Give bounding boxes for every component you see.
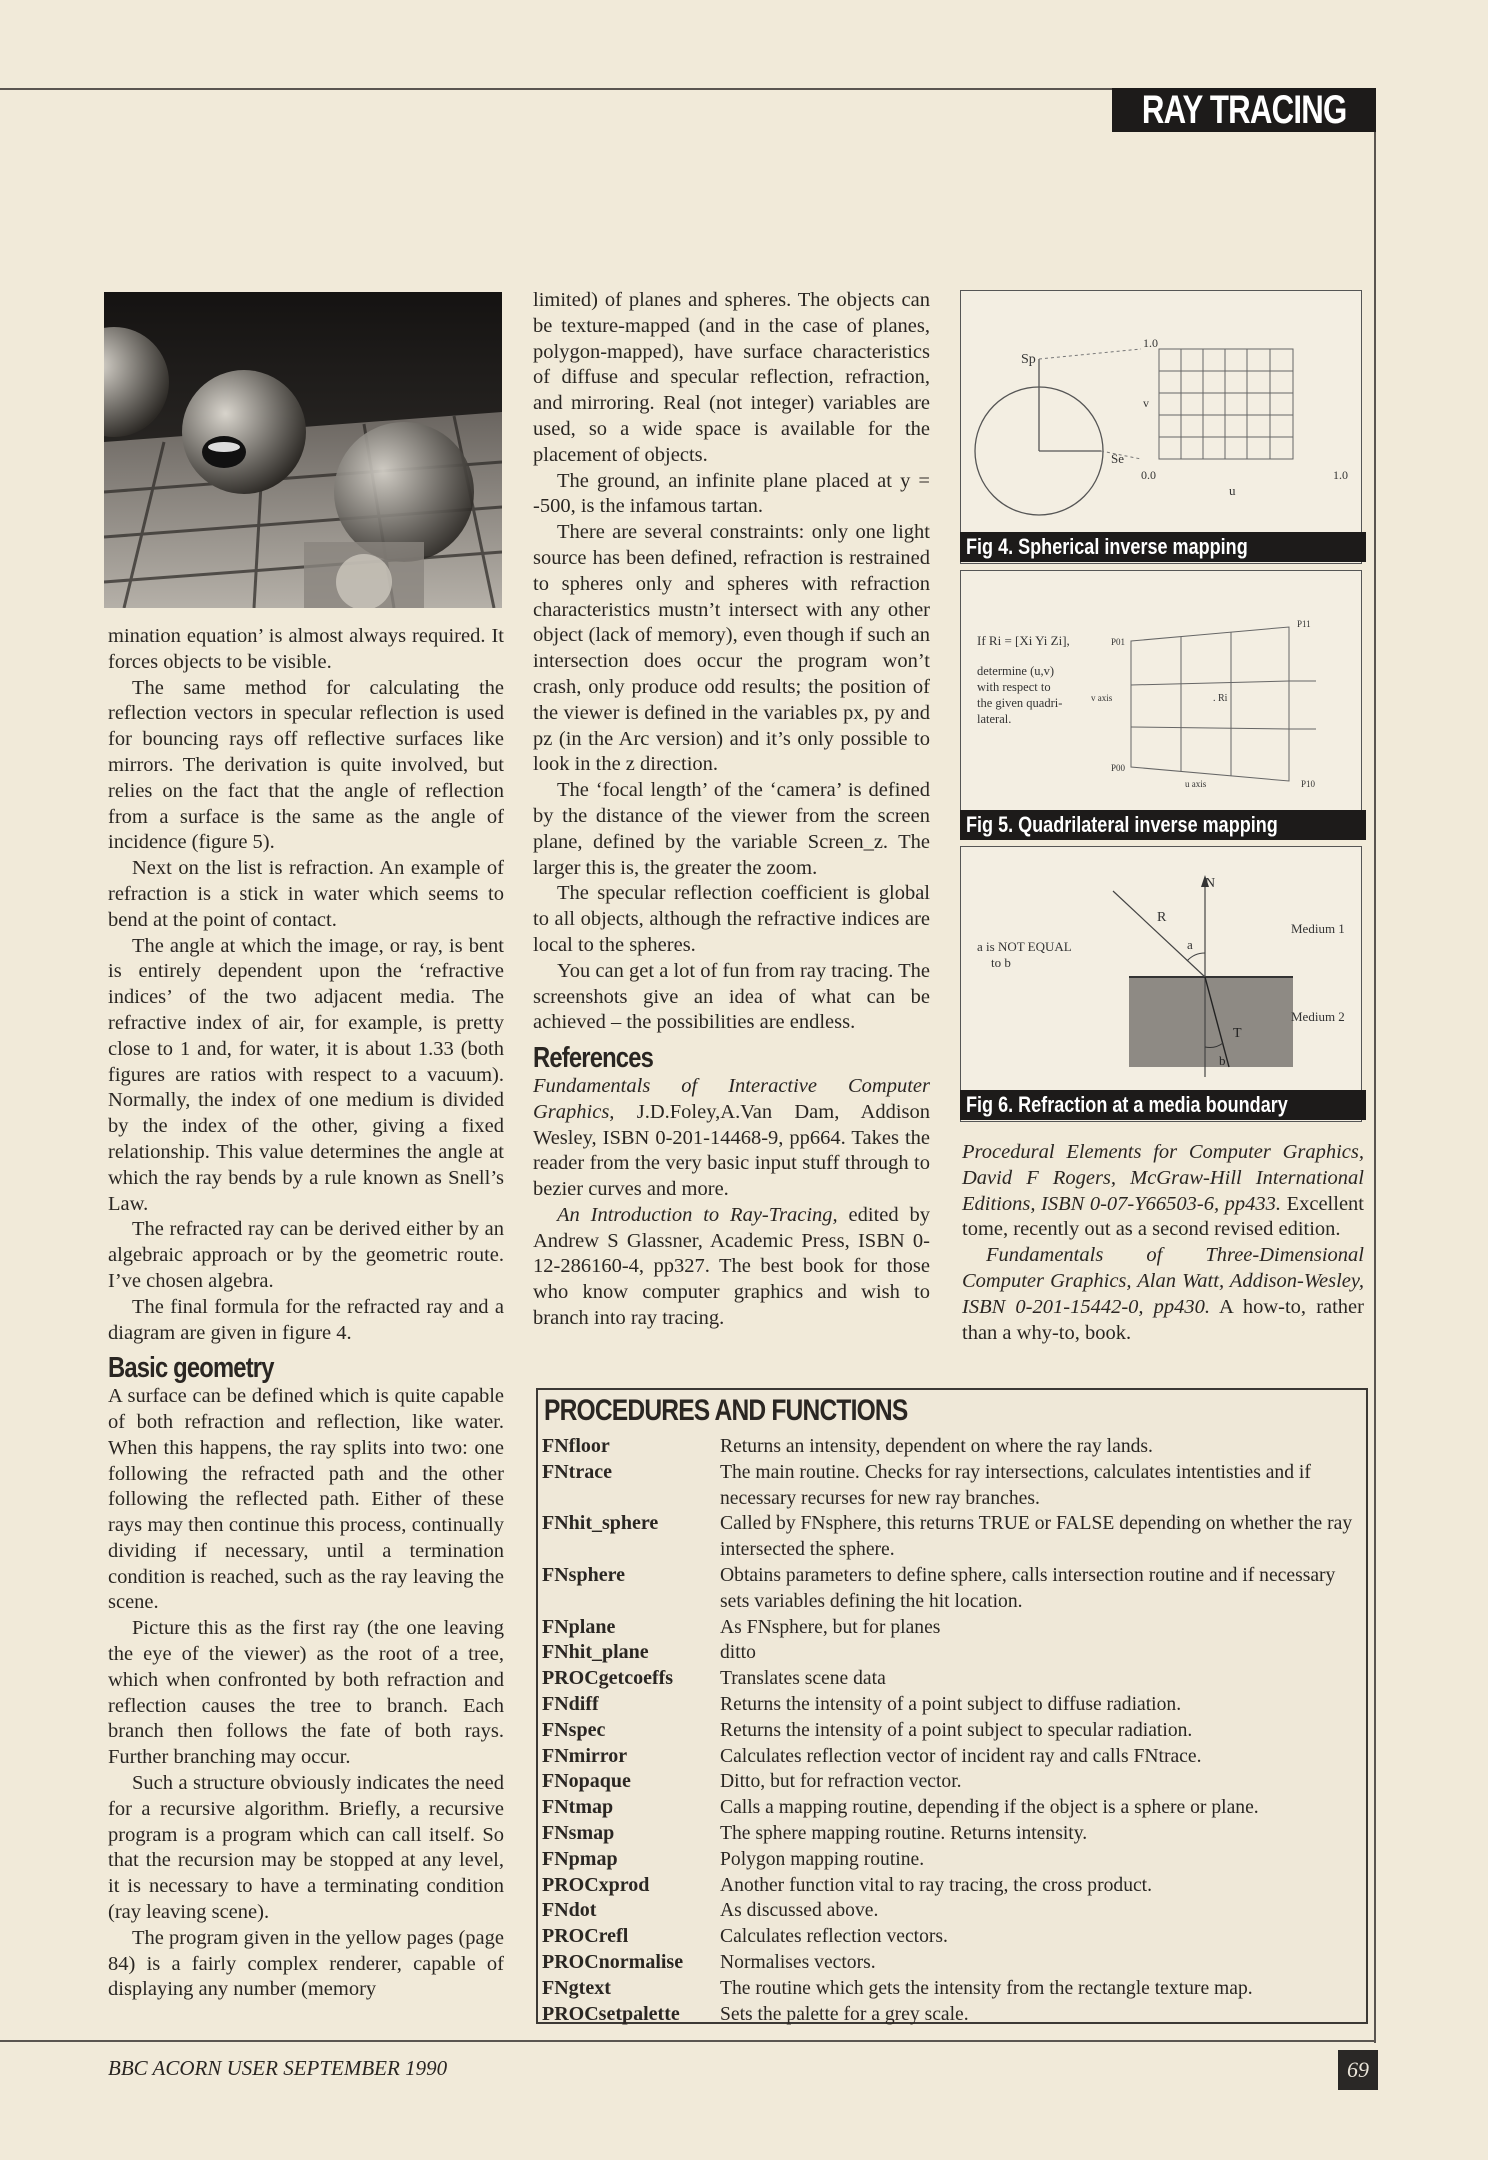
figure-6 (960, 846, 1362, 1122)
reference-title: Fundamentals of Three-Dimensional Computer Graphics, Alan Watt, Addison-Wesley, ISBN 0-201-15442-0, pp430. (962, 1244, 1364, 1318)
footer: BBC ACORN USER SEPTEMBER 1990 (108, 2056, 448, 2080)
paragraph: Picture this as the first ray (the one leaving the eye of the viewer) as the root of a tree, which when confronted by both refraction and reflection causes the tree to branch. Each branch then follows the fate of both rays. Further branching may occur. (108, 1617, 504, 1769)
paragraph: The refracted ray can be derived either by an algebraic approach or by the geometric route. I’ve chosen algebra. (108, 1218, 504, 1292)
figure-6-caption: Fig 6. Refraction at a media boundary (960, 1090, 1366, 1120)
paragraph: Next on the list is refraction. An example of refraction is a stick in water which seems to bend at the point of contact. (108, 857, 504, 931)
procedure-description: Calculates reflection vectors. (720, 1926, 948, 1948)
references-heading: References (533, 1042, 654, 1075)
table-row (542, 1563, 1362, 1615)
note-line: determine (u,v) (977, 664, 1055, 678)
reference-details: edited by Andrew S Glassner, Academic Press, ISBN 0-12-286160-4, pp327. The best book for those who know computer graphics and wish to branch into ray tracing. (533, 1203, 930, 1330)
note-line: a is NOT EQUAL (977, 939, 1072, 954)
procedure-description: Returns an intensity, dependent on where the ray lands. (720, 1436, 1153, 1457)
procedure-name: FNtmap (542, 1796, 614, 1819)
procedure-description: Ditto, but for refraction vector. (720, 1771, 962, 1793)
normal-label: N (1205, 876, 1216, 891)
procedure-name: FNdiff (542, 1692, 599, 1715)
procedure-name: PROCsetpalette (542, 2002, 680, 2025)
figure-5 (960, 570, 1362, 840)
procedure-name: FNsmap (542, 1821, 615, 1844)
note-line: with respect to (977, 680, 1051, 694)
medium-2-label: Medium 2 (1291, 1009, 1345, 1024)
table-row (542, 1511, 1362, 1563)
table-row (542, 1460, 1362, 1512)
paragraph: You can get a lot of fun from ray tracing. The screenshots give an idea of what can be achieved – the possibilities are endless. (533, 959, 930, 1034)
paragraph: The same method for calculating the reflection vectors in specular reflection is used for bouncing rays off reflective surfaces like mirrors. The derivation is quite involved, but relies on the fact that the angle of reflection from a surface is the same as the angle of incidence (figure 5). (108, 676, 504, 854)
procedure-description: ditto (720, 1642, 756, 1664)
table-row (542, 1821, 1362, 1847)
paragraph: The ground, an infinite plane placed at y = -500, is the infamous tartan. (533, 469, 930, 518)
reference-details: J.D.Foley,A.Van Dam, Addison Wesley, ISBN 0-201-14468-9, pp664. Takes the reader from the very basic input stuff through to bezier curves and more. (533, 1100, 930, 1201)
reflect-label: R (1157, 910, 1167, 925)
note-line: lateral. (977, 712, 1012, 726)
reference-title: Fundamentals of Interactive Computer Graphics, (533, 1074, 930, 1123)
figure-5-diagram (961, 571, 1361, 839)
table-row (542, 1640, 1362, 1666)
p00-label: P00 (1111, 763, 1126, 773)
table-row (542, 1924, 1362, 1950)
u-axis-label: u (1229, 483, 1236, 498)
procedure-name: PROCrefl (542, 1925, 629, 1948)
procedure-description: Calls a mapping routine, depending if the object is a sphere or plane. (720, 1797, 1259, 1819)
note-line: to b (991, 955, 1011, 970)
paragraph: mination equation’ is almost always required. It forces objects to be visible. (108, 625, 504, 673)
procedure-description: Sets the palette for a grey scale. (720, 2003, 969, 2025)
v-axis-label: v axis (1091, 693, 1113, 703)
note-line: If Ri = [Xi Yi Zi], (977, 633, 1070, 648)
table-row (542, 1898, 1362, 1924)
table-row (542, 1847, 1362, 1873)
table-row (542, 1744, 1362, 1770)
procedure-name: FNsphere (542, 1563, 625, 1586)
table-row (542, 1769, 1362, 1795)
procedure-name: FNdot (542, 1899, 597, 1922)
paragraph: The ‘focal length’ of the ‘camera’ is defined by the distance of the viewer from the screen plane, defined by the variable Screen_z. The larger this is, the greater the zoom. (533, 779, 930, 879)
column-1-top (108, 624, 504, 2003)
reference (533, 1074, 930, 1203)
p11-label: P11 (1297, 619, 1311, 629)
procedure-description: Calculates reflection vector of incident ray and calls FNtrace. (720, 1745, 1202, 1767)
procedure-name: FNfloor (542, 1435, 610, 1457)
procedure-description: The main routine. Checks for ray intersections, calculates intentisties and if necessary recurses for new ray branches. (720, 1461, 1311, 1509)
reference (533, 1203, 930, 1332)
paragraph: There are several constraints: only one light source has been defined, refraction is restrained to spheres only and spheres with refraction characteristics mustn’t intersect with any other object (lack of memory), even though if such an intersection does occur the program won’t crash, only produce odd results; the position of the viewer is defined in the variables px, py and pz (in the Arc version) and it’s only possible to look in the z direction. (533, 521, 930, 776)
procedure-description: The sphere mapping routine. Returns intensity. (720, 1822, 1088, 1844)
sp-label: Sp (1021, 352, 1036, 367)
procedure-description: Normalises vectors. (720, 1951, 876, 1973)
top-tick-label: 1.0 (1143, 336, 1158, 350)
reference (962, 1243, 1364, 1346)
procedure-name: FNplane (542, 1615, 616, 1638)
origin-label: 0.0 (1141, 468, 1156, 482)
reference-details: Excellent tome, recently out as a second revised edition. (962, 1192, 1364, 1241)
figure-5-caption: Fig 5. Quadrilateral inverse mapping (960, 810, 1366, 840)
figure-4-diagram (961, 291, 1361, 563)
bottom-rule (0, 2040, 1376, 2042)
medium-1-label: Medium 1 (1291, 921, 1345, 936)
procedure-description: Obtains parameters to define sphere, calls intersection routine and if necessary sets variables defining the hit location. (720, 1564, 1336, 1612)
transmit-label: T (1233, 1026, 1242, 1041)
table-row (542, 1795, 1362, 1821)
procedure-name: PROCxprod (542, 1873, 650, 1896)
paragraph: limited) of planes and spheres. The objects can be texture-mapped (and in the case of planes, polygon-mapped), have surface characteristics of diffuse and specular reflection, refraction, and mirroring. Real (not integer) variables are used, so a wide space is available for the placement of objects. (533, 289, 930, 466)
table-row (542, 1434, 1362, 1460)
procedure-description: As FNsphere, but for planes (720, 1616, 941, 1638)
angle-a-label: a (1187, 937, 1193, 952)
procedure-name: FNpmap (542, 1847, 618, 1870)
paragraph: A surface can be defined which is quite capable of both refraction and reflection, like water. When this happens, the ray splits into two: one following the refracted path and the other following the reflected path. Either of these rays may then continue this process, continually dividing if necessary, until a termination condition is reached, such as the ray leaving the scene. (108, 1385, 504, 1614)
procedure-name: FNmirror (542, 1744, 628, 1767)
reference-title: An Introduction to Ray-Tracing, (557, 1203, 838, 1226)
procedure-name: FNhit_plane (542, 1641, 649, 1664)
raytrace-screenshot (104, 292, 502, 608)
paragraph: The program given in the yellow pages (page 84) is a fairly complex renderer, capable of displaying any number (memory (108, 1926, 504, 2001)
u-axis-label: u axis (1185, 779, 1207, 789)
se-label: Se (1111, 451, 1124, 466)
procedure-name: FNgtext (542, 1976, 611, 1999)
procedure-name: FNspec (542, 1718, 606, 1741)
table-row (542, 1718, 1362, 1744)
column-3-references (962, 1140, 1364, 1346)
procedure-name: FNhit_sphere (542, 1512, 659, 1535)
column-2 (533, 288, 930, 1332)
reference-title: Procedural Elements for Computer Graphics, David F Rogers, McGraw-Hill International Editions, ISBN 0-07-Y66503-6, pp433. (962, 1141, 1364, 1215)
angle-b-label: b (1219, 1053, 1226, 1068)
table-row (542, 1950, 1362, 1976)
reference (962, 1140, 1364, 1243)
procedure-description: Returns the intensity of a point subject to diffuse radiation. (720, 1693, 1182, 1715)
procedure-description: Called by FNsphere, this returns TRUE or FALSE depending on whether the ray intersected the sphere. (720, 1513, 1353, 1561)
procedure-name: PROCgetcoeffs (542, 1667, 674, 1690)
ri-label: . Ri (1213, 693, 1228, 704)
table-row (542, 1976, 1362, 2002)
p10-label: P10 (1301, 779, 1316, 789)
section-tag: RAY TRACING (1112, 88, 1376, 132)
table-row (542, 1666, 1362, 1692)
paragraph: The specular reflection coefficient is global to all objects, although the refractive indices are local to the spheres. (533, 882, 930, 956)
v-axis-label: v (1143, 396, 1149, 410)
p01-label: P01 (1111, 637, 1126, 647)
procedure-name: FNtrace (542, 1460, 612, 1483)
procedure-description: The routine which gets the intensity from the rectangle texture map. (720, 1977, 1253, 1999)
paragraph: The angle at which the image, or ray, is bent is entirely dependent upon the ‘refractive indices’ of the two adjacent media. The refractive index of air, for example, is pretty close to 1 and, for water, it is about 1.33 (both figures are ratios with respect to a vacuum). Normally, the index of one medium is divided by the index of the other, giving a fixed relationship. This value determines the angle at which the ray bends by a rule known as Snell’s Law. (108, 934, 504, 1215)
procedure-description: Polygon mapping routine. (720, 1848, 925, 1870)
table-row (542, 2002, 1362, 2028)
figure-4-caption: Fig 4. Spherical inverse mapping (960, 532, 1366, 562)
paragraph: The final formula for the refracted ray and a diagram are given in figure 4. (108, 1295, 504, 1344)
paragraph: Such a structure obviously indicates the need for a recursive algorithm. Briefly, a recursive program is a program which can call itself. So that the recursion may be stopped at any level, it is necessary to have a terminating condition (ray leaving scene). (108, 1772, 504, 1924)
page-number: 69 (1338, 2050, 1378, 2090)
procedures-table (542, 1434, 1362, 2027)
procedure-description: Returns the intensity of a point subject to specular radiation. (720, 1719, 1193, 1741)
right-tick-label: 1.0 (1333, 468, 1348, 482)
table-row (542, 1692, 1362, 1718)
figure-6-diagram (961, 847, 1361, 1121)
procedure-description: As discussed above. (720, 1900, 879, 1922)
note-line: the given quadri- (977, 696, 1063, 710)
procedures-title: PROCEDURES AND FUNCTIONS (544, 1394, 908, 1427)
procedure-description: Translates scene data (720, 1668, 886, 1690)
procedure-name: PROCnormalise (542, 1950, 684, 1973)
reference-details: A how-to, rather than a why-to, book. (962, 1295, 1364, 1344)
figure-4 (960, 290, 1362, 564)
table-row (542, 1615, 1362, 1641)
right-rule (1374, 88, 1376, 2043)
procedure-description: Another function vital to ray tracing, the cross product. (720, 1874, 1153, 1896)
procedure-name: FNopaque (542, 1770, 631, 1793)
section-heading: Basic geometry (108, 1352, 274, 1385)
table-row (542, 1873, 1362, 1899)
procedures-box (536, 1388, 1368, 2024)
